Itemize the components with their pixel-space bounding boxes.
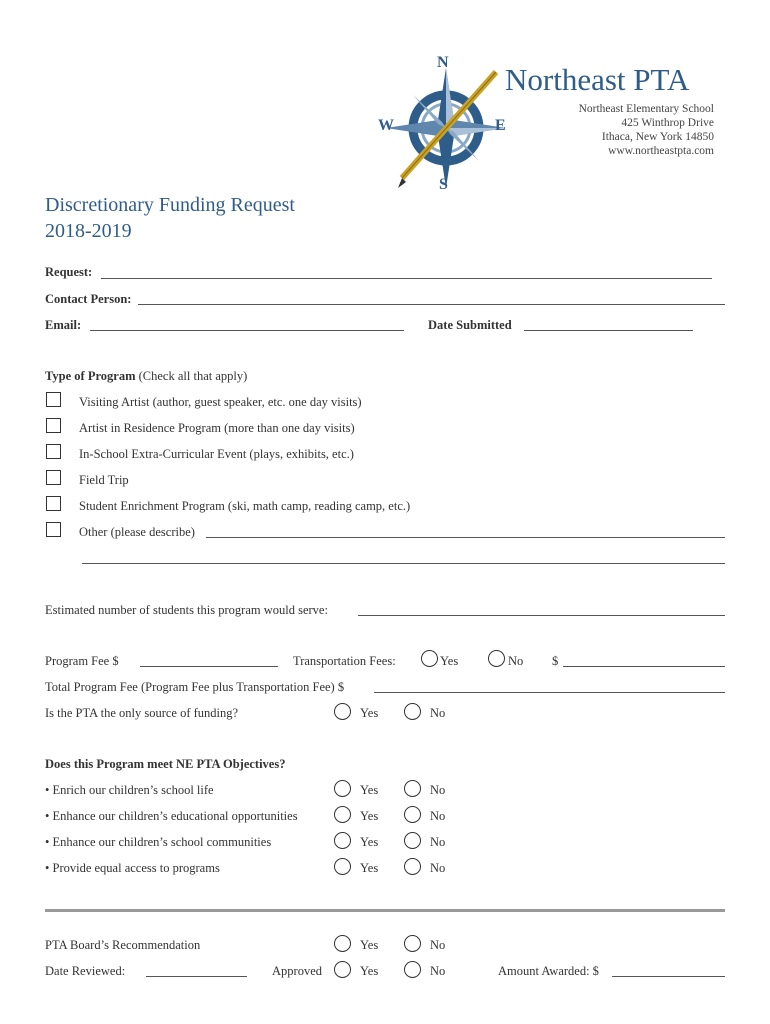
transport-yes-radio[interactable] (421, 650, 438, 667)
students-field[interactable] (358, 615, 725, 616)
checkbox-field-trip[interactable] (46, 470, 61, 485)
compass-w: W (378, 117, 394, 134)
program-fee-field[interactable] (140, 666, 278, 667)
objective-item: • Enhance our children’s school communities (45, 835, 272, 849)
date-reviewed-label: Date Reviewed: (45, 964, 126, 978)
transport-amount-field[interactable] (563, 666, 725, 667)
approved-no-radio[interactable] (404, 961, 421, 978)
objective-item: • Enhance our children’s educational opportunities (45, 809, 298, 823)
amount-label: Amount Awarded: $ (498, 964, 599, 978)
compass-n: N (437, 54, 449, 71)
objective-1-no-radio[interactable] (404, 780, 421, 797)
transport-yes-label: Yes (440, 654, 459, 668)
transport-no-label: No (508, 654, 524, 668)
program-type-hint: (Check all that apply) (138, 369, 248, 383)
checkbox-visiting-artist[interactable] (46, 392, 61, 407)
objective-1-no-label: No (430, 783, 446, 797)
transport-dollar: $ (552, 654, 559, 668)
objective-2-yes-label: Yes (360, 809, 379, 823)
email-label: Email: (45, 318, 82, 332)
objective-1-yes-radio[interactable] (334, 780, 351, 797)
only-source-label: Is the PTA the only source of funding? (45, 706, 239, 720)
approved-label: Approved (272, 964, 322, 978)
option-student-enrichment: Student Enrichment Program (ski, math camp, reading camp, etc.) (79, 499, 411, 513)
objective-4-no-label: No (430, 861, 446, 875)
objectives-heading: Does this Program meet NE PTA Objectives? (45, 757, 286, 771)
form-title: Discretionary Funding Request (45, 194, 295, 216)
amount-field[interactable] (612, 976, 725, 977)
request-field[interactable] (101, 278, 712, 279)
board-no-label: No (430, 938, 446, 952)
date-submitted-label: Date Submitted (428, 318, 512, 332)
contact-label: Contact Person: (45, 292, 132, 306)
transport-no-radio[interactable] (488, 650, 505, 667)
org-name: Northeast PTA (505, 62, 690, 97)
program-fee-label: Program Fee $ (45, 654, 119, 668)
objective-1-yes-label: Yes (360, 783, 379, 797)
checkbox-other[interactable] (46, 522, 61, 537)
other-description-field-2[interactable] (82, 563, 725, 564)
date-reviewed-field[interactable] (146, 976, 247, 977)
objective-3-yes-label: Yes (360, 835, 379, 849)
school-city: Ithaca, New York 14850 (601, 131, 714, 143)
objective-2-no-radio[interactable] (404, 806, 421, 823)
request-label: Request: (45, 265, 93, 279)
approved-yes-label: Yes (360, 964, 379, 978)
section-divider (45, 909, 725, 912)
only-source-yes-radio[interactable] (334, 703, 351, 720)
option-field-trip: Field Trip (79, 473, 129, 487)
checkbox-artist-in-residence[interactable] (46, 418, 61, 433)
board-no-radio[interactable] (404, 935, 421, 952)
board-yes-label: Yes (360, 938, 379, 952)
board-yes-radio[interactable] (334, 935, 351, 952)
program-type-heading: Type of Program (45, 369, 136, 383)
objective-4-no-radio[interactable] (404, 858, 421, 875)
transport-label: Transportation Fees: (293, 654, 396, 668)
only-source-no-radio[interactable] (404, 703, 421, 720)
option-visiting-artist: Visiting Artist (author, guest speaker, etc. one day visits) (79, 395, 362, 409)
total-label: Total Program Fee (Program Fee plus Transportation Fee) $ (45, 680, 345, 694)
objective-4-yes-radio[interactable] (334, 858, 351, 875)
objective-2-yes-radio[interactable] (334, 806, 351, 823)
objective-3-no-label: No (430, 835, 446, 849)
compass-s: S (439, 176, 448, 193)
only-source-yes-label: Yes (360, 706, 379, 720)
option-other: Other (please describe) (79, 525, 195, 539)
checkbox-in-school-event[interactable] (46, 444, 61, 459)
form-year: 2018-2019 (45, 220, 132, 242)
school-website[interactable]: www.northeastpta.com (608, 145, 714, 157)
total-field[interactable] (374, 692, 725, 693)
objective-4-yes-label: Yes (360, 861, 379, 875)
only-source-no-label: No (430, 706, 446, 720)
compass-e: E (495, 117, 506, 134)
other-description-field[interactable] (206, 537, 725, 538)
students-label: Estimated number of students this program would serve: (45, 603, 328, 617)
option-artist-in-residence: Artist in Residence Program (more than one day visits) (79, 421, 355, 435)
objective-item: • Enrich our children’s school life (45, 783, 214, 797)
option-in-school-event: In-School Extra-Curricular Event (plays, exhibits, etc.) (79, 447, 354, 461)
board-label: PTA Board’s Recommendation (45, 938, 201, 952)
contact-field[interactable] (138, 304, 725, 305)
objective-3-no-radio[interactable] (404, 832, 421, 849)
program-type-heading-row (45, 369, 247, 384)
objective-item: • Provide equal access to programs (45, 861, 220, 875)
approved-yes-radio[interactable] (334, 961, 351, 978)
objective-3-yes-radio[interactable] (334, 832, 351, 849)
date-submitted-field[interactable] (524, 330, 693, 331)
school-street: 425 Winthrop Drive (621, 117, 714, 129)
approved-no-label: No (430, 964, 446, 978)
school-name: Northeast Elementary School (578, 103, 714, 115)
objective-2-no-label: No (430, 809, 446, 823)
checkbox-student-enrichment[interactable] (46, 496, 61, 511)
email-field[interactable] (90, 330, 404, 331)
